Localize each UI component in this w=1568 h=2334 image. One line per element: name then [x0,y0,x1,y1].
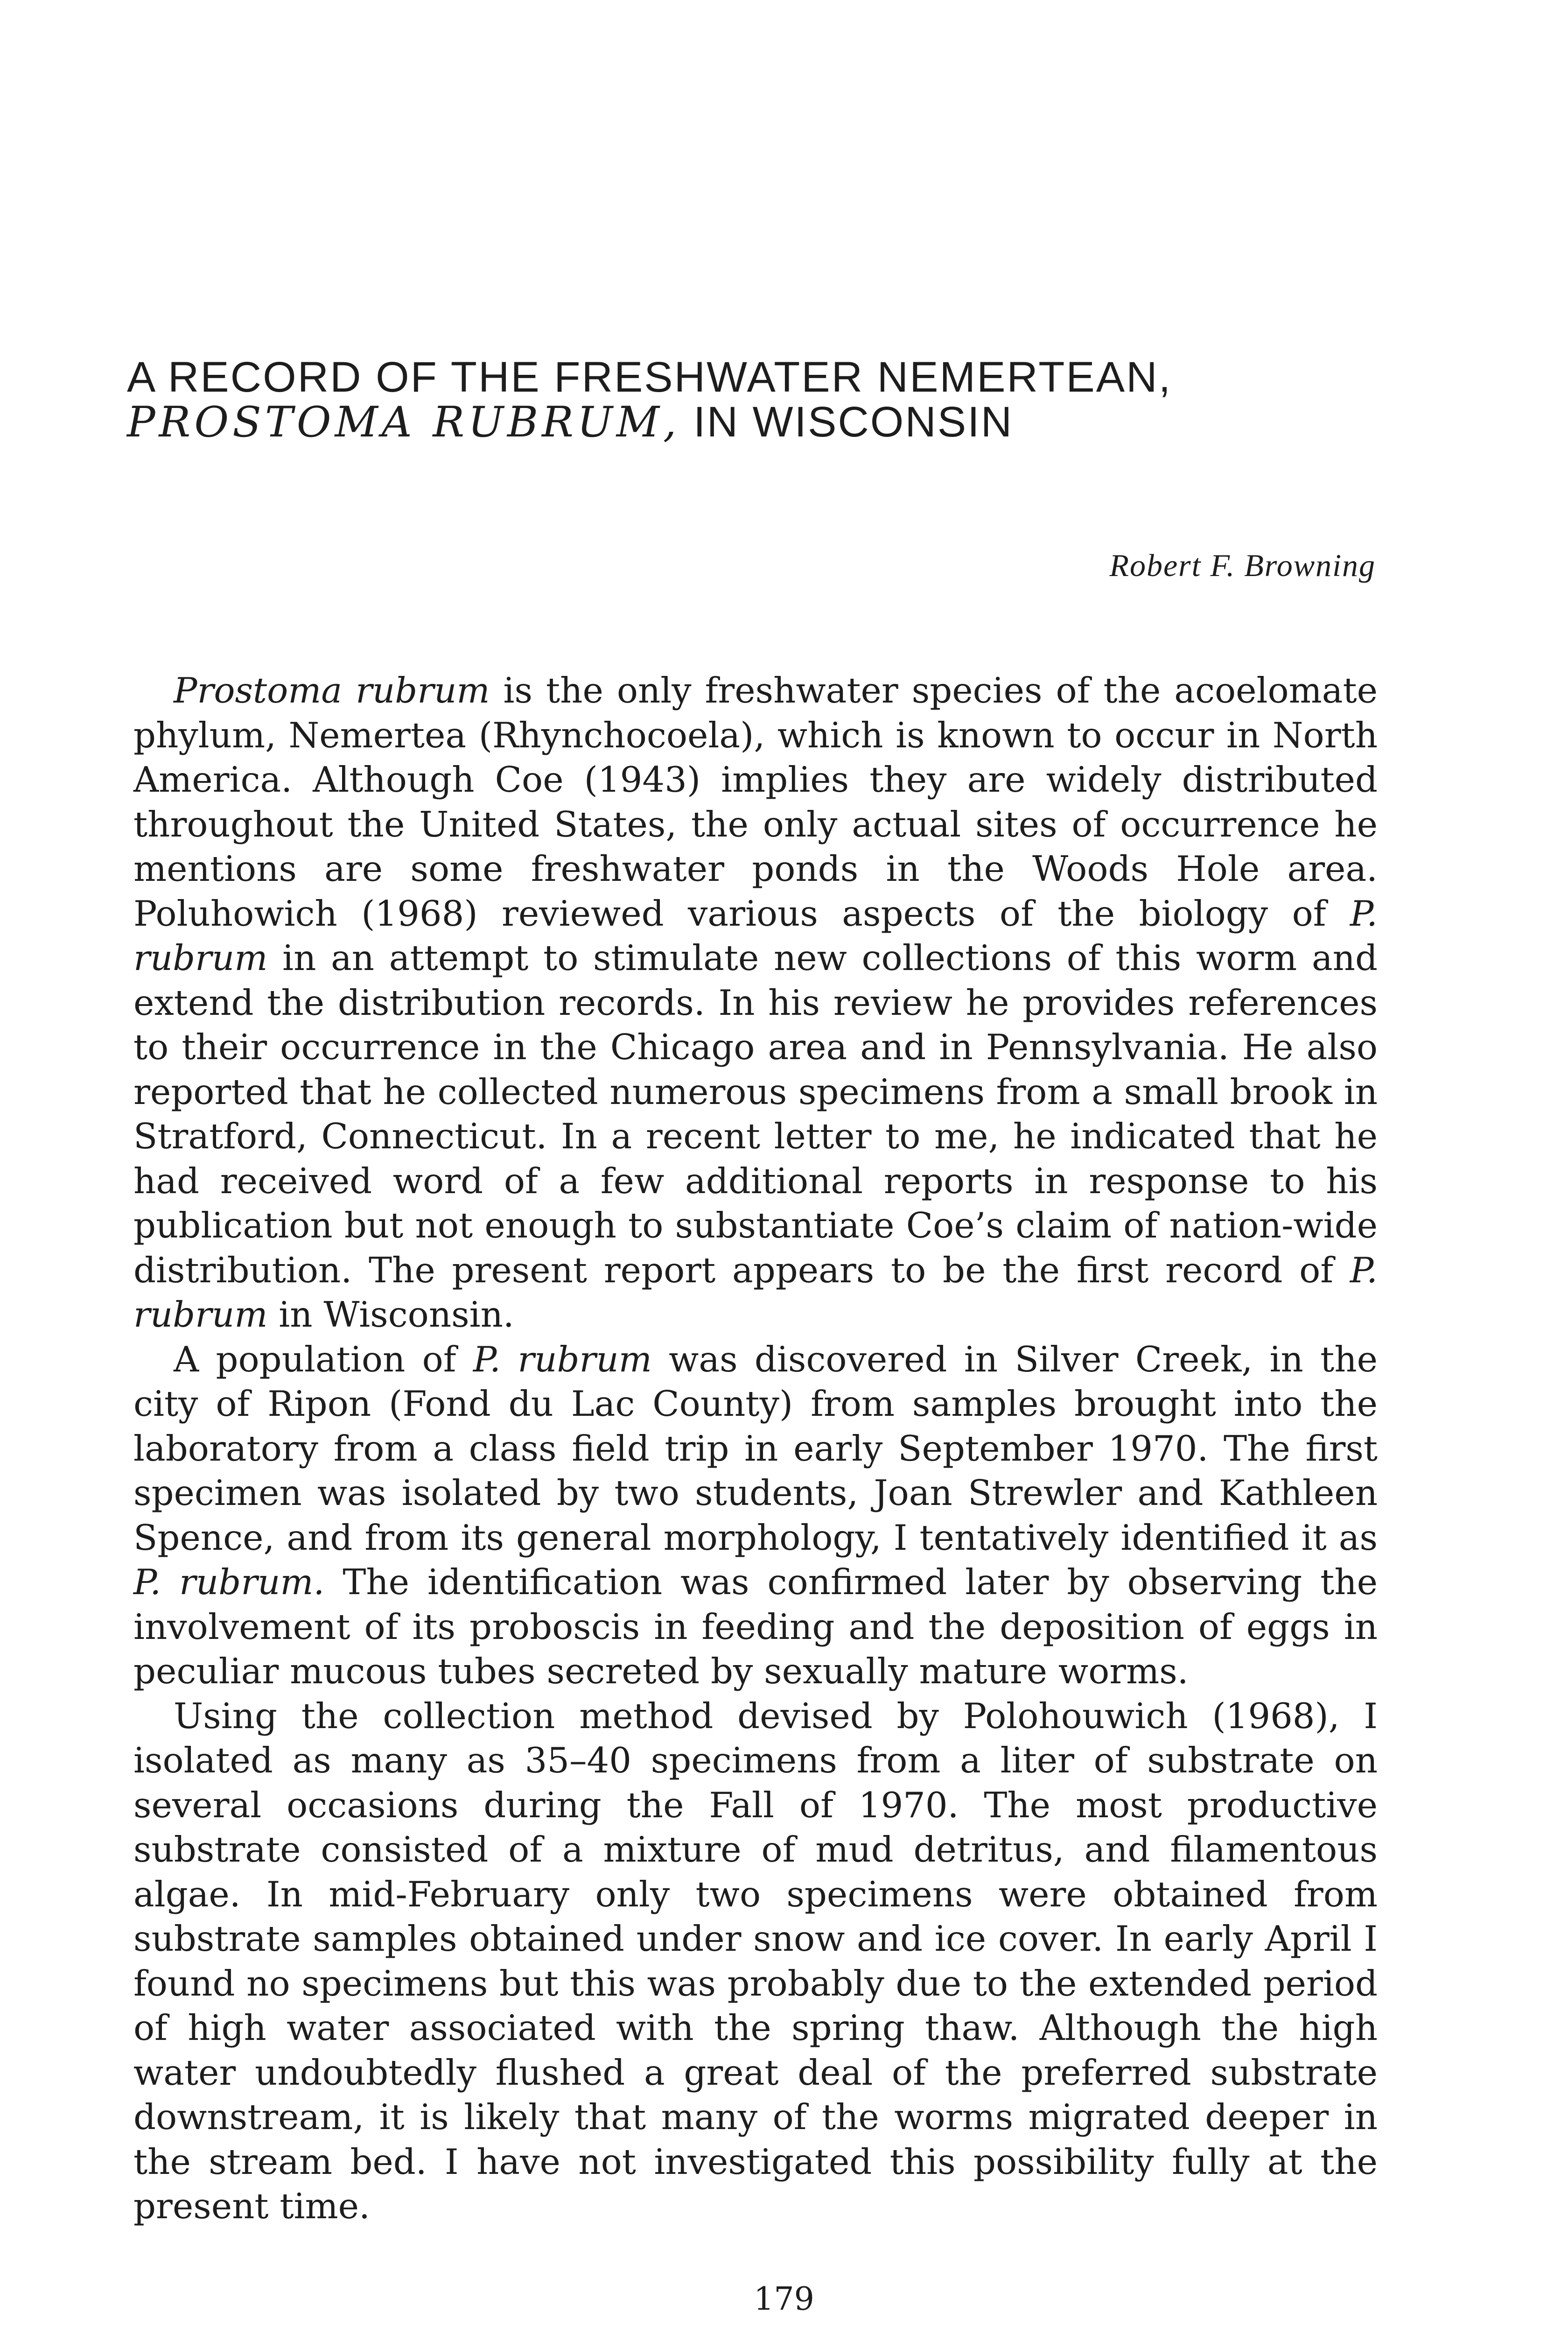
paragraph-text: Using the collection method devised by Polohouwich (1968), I isolated as many as 35–40 specimens from a liter of substrate on several occasions during the Fall of 1970. The most productive substrate consisted of a mixture of mud detritus, and filamentous algae. In mid-February only two specimens were obtained from substrate samples obtained under snow and ice cover. In early April I found no specimens but this was probably due to the extended period of high water associated with the spring thaw. Although the high water undoubtedly flushed a great deal of the preferred substrate downstream, it is likely that many of the worms migrated deeper in the stream bed. I have not investigated this possibility fully at the present time. [133,1695,1378,2227]
page-number: 179 [754,2281,814,2318]
paragraph-text: A population of [174,1338,473,1380]
paragraph-text: in Wisconsin. [267,1294,514,1335]
author-name: Robert F. Browning [1109,548,1376,583]
italic-species-name: P. rubrum [133,1249,1378,1335]
title-species-name: PROSTOMA RUBRUM, [127,398,680,447]
paragraph-text: was discovered in Silver Creek, in the city of Ripon (Fond du Lac County) from samples brought into the laboratory from a class field trip in early September 1970. The first specimen was isolated by two students, Joan Strewler and Kathleen Spence, and from its general morphology, I tentatively identified it as [133,1338,1378,1558]
paragraph-text: is the only freshwater species of the acoelomate phylum, Nemertea (Rhynchocoela), which is known to occur in North America. Although Coe (1943) implies they are widely distributed throughout the United States, the only actual sites of occurrence he mentions are some freshwater ponds in the Woods Hole area. Poluhowich (1968) reviewed various aspects of the biology of [133,670,1378,934]
paragraph-text: The identification was confirmed later by observing the involvement of its proboscis in feeding and the deposition of eggs in peculiar mucous tubes secreted by sexually mature worms. [133,1561,1378,1692]
article-title [127,355,1387,445]
italic-species-name: P. rubrum [133,893,1378,978]
body-paragraph [133,668,1378,1337]
italic-species-name: Prostoma rubrum [174,670,490,711]
body-paragraph [133,1694,1378,2229]
article-body [133,668,1378,2229]
body-paragraph [133,1337,1378,1694]
title-line-2 [127,400,1387,445]
paragraph-text: in an attempt to stimulate new collections of this worm and extend the distribution records. In his review he provides references to their occurrence in the Chicago area and in Pennsylvania. He also reported that he collected numerous specimens from a small brook in Stratford, Connecticut. In a recent letter to me, he indicated that he had received word of a few additional reports in response to his publication but not enough to substantiate Coe’s claim of nation-wide distribution. The present report appears to be the first record of [133,937,1378,1291]
title-location: IN WISCONSIN [680,398,1014,446]
italic-species-name: P. rubrum [473,1338,652,1380]
italic-species-name: P. rubrum. [133,1561,325,1603]
title-line-1: A RECORD OF THE FRESHWATER NEMERTEAN, [127,353,1172,401]
